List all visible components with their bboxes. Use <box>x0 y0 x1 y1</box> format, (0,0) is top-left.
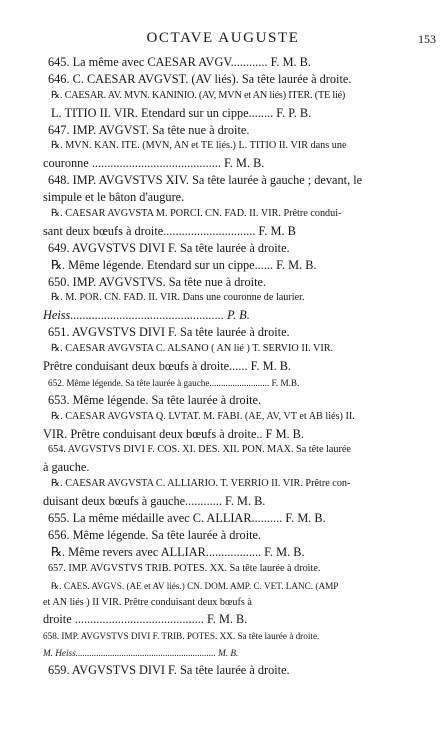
text-line: ℞. MVN. KAN. ITE. (MVN, AN et TE liés.) L. TITIO II. VIR dans une <box>51 140 347 152</box>
text-line: ℞. CAESAR AVGVSTA C. ALSANO ( AN lié ) T. SERVIO II. VIR. <box>51 343 334 355</box>
text-line: duisant deux bœufs à gauche............ F. M. B. <box>43 494 266 509</box>
catalogue-text <box>43 54 431 679</box>
page-header <box>0 30 446 50</box>
text-line: droite .......................................... F. M. B. <box>43 612 248 627</box>
text-line: 654. AVGVSTVS DIVI F. COS. XI. DES. XII. PON. MAX. Sa tête laurée <box>48 444 351 456</box>
text-line: L. TITIO II. VIR. Etendard sur un cippe........ F. P. B. <box>51 105 312 120</box>
text-line: 658. IMP. AVGVSTVS DIVI F. TRIB. POTES. XX. Sa tête laurée à droite. <box>43 631 320 642</box>
text-line: 646. C. CAESAR AVGVST. (AV liés). Sa tête laurée à droite. <box>48 71 352 86</box>
text-line: ℞. Même légende. Etendard sur un cippe...... F. M. B. <box>51 257 317 272</box>
text-line: 649. AVGVSTVS DIVI F. Sa tête laurée à droite. <box>48 240 290 255</box>
page-number: 153 <box>418 32 436 46</box>
text-line: 659. AVGVSTVS DIVI F. Sa tête laurée à droite. <box>48 663 290 678</box>
text-line: et AN liés ) II VIR. Prêtre conduisant deux bœufs à <box>43 596 252 608</box>
running-title: OCTAVE AUGUSTE <box>146 30 300 46</box>
text-line: 655. La même médaille avec C. ALLIAR.......... F. M. B. <box>48 511 326 526</box>
text-line: 645. La même avec CAESAR AVGV............ F. M. B. <box>48 55 311 69</box>
text-line: couronne .......................................... F. M. B. <box>43 156 265 171</box>
text-line: 657. IMP. AVGVSTVS TRIB. POTES. XX. Sa tête laurée à droite. <box>48 562 321 574</box>
text-line: ℞. CAESAR AVGVSTA Q. LVTAT. M. FABI. (AE, AV, VT et AB liés) II. <box>51 410 355 422</box>
text-line: ℞. M. POR. CN. FAD. II. VIR. Dans une couronne de laurier. <box>51 292 305 304</box>
text-line: Prêtre conduisant deux bœufs à droite...... F. M. B. <box>43 359 291 374</box>
text-line: M. Heiss............................................................. M. B. <box>43 648 239 659</box>
text-line: à gauche. <box>43 460 90 475</box>
text-line: ℞. CAESAR AVGVSTA M. PORCI. CN. FAD. II. VIR. Prêtre condui- <box>51 208 342 220</box>
text-line: 652. Même légende. Sa tête laurée à gauche.......................... F. M.B. <box>48 377 300 388</box>
text-line: 651. AVGVSTVS DIVI F. Sa tête laurée à droite. <box>48 325 290 340</box>
text-line: Heiss.................................................. P. B. <box>43 308 250 323</box>
text-line: 647. IMP. AVGVST. Sa tête nue à droite. <box>48 122 250 137</box>
text-line: VIR. Prêtre conduisant deux bœufs à droite.. F M. B. <box>43 426 304 441</box>
text-line: ℞. Même revers avec ALLIAR.................. F. M. B. <box>51 544 305 559</box>
text-line: 653. Même légende. Sa tête laurée à droite. <box>48 392 262 407</box>
text-line: sant deux bœufs à droite.............................. F. M. B <box>43 223 296 238</box>
text-line: ℞. CAESAR. AV. MVN. KANINIO. (AV, MVN et AN liés) ITER. (TE lié) <box>51 89 346 101</box>
text-line: ℞. CAES. AVGVS. (AE et AV liés.) CN. DOM. AMP. C. VET. LANC. (AMP <box>51 580 339 591</box>
text-line: 648. IMP. AVGVSTVS XIV. Sa tête laurée à gauche ; devant, le <box>48 173 363 188</box>
text-line: 650. IMP. AVGVSTVS. Sa tête nue à droite. <box>48 274 267 289</box>
text-line: ℞. CAESAR AVGVSTA C. ALLIARIO. T. VERRIO II. VIR. Prêtre con- <box>51 478 351 490</box>
text-line: simpule et le bâton d'augure. <box>43 190 185 205</box>
text-line: 656. Même légende. Sa tête laurée à droite. <box>48 527 262 542</box>
